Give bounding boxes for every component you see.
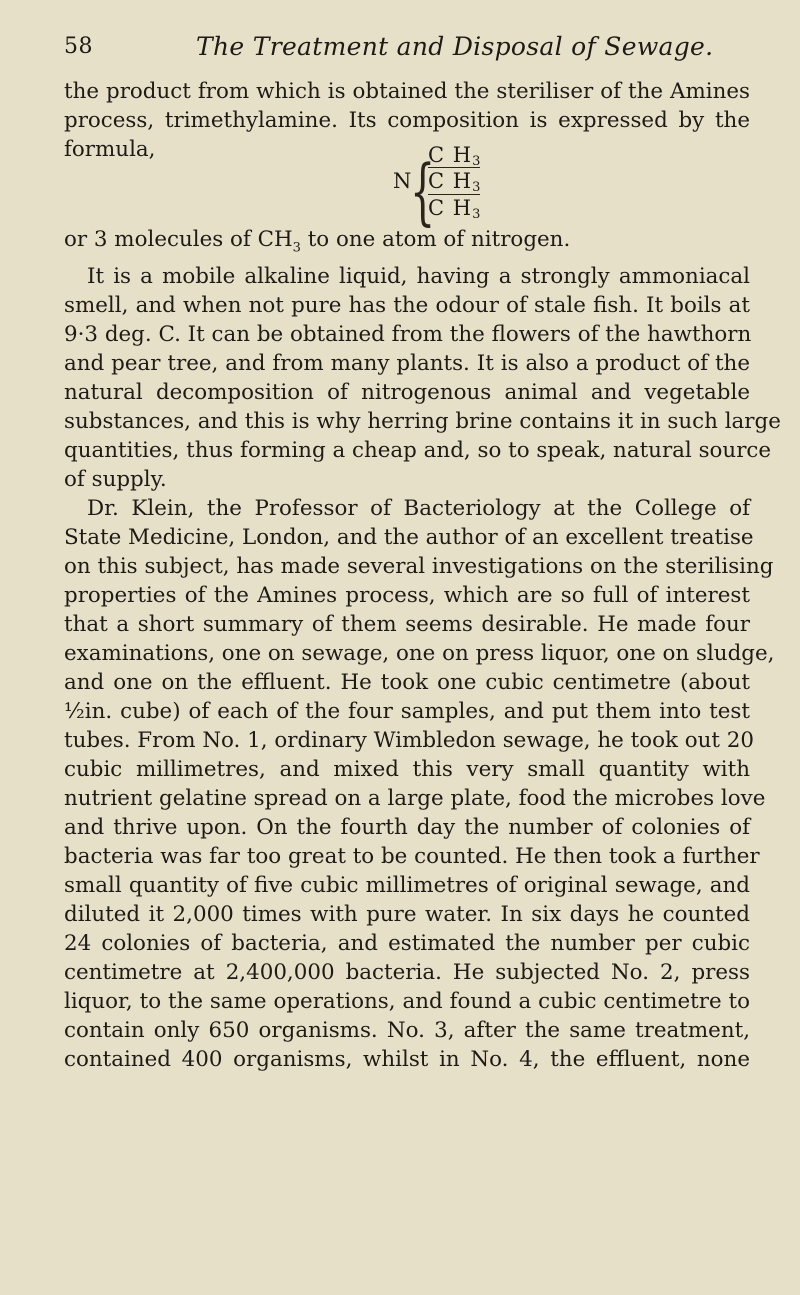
chemical-formula	[64, 135, 750, 233]
formula-methyl-group: C $H_3$	[428, 196, 482, 222]
text-line: on this subject, has made several investigations on the sterilising	[64, 554, 774, 580]
text-line: and thrive upon. On the fourth day the number of colonies of	[64, 815, 750, 841]
text-line: properties of the Amines process, which are so full of interest	[64, 583, 750, 609]
page-number: 58	[64, 34, 93, 59]
text-line: process, trimethylamine. Its composition is expressed by the	[64, 108, 750, 133]
formula-nitrogen: N	[393, 169, 412, 193]
page-header	[64, 34, 754, 68]
text-line: centimetre at 2,400,000 bacteria. He subjected No. 2, press	[64, 960, 750, 986]
text-line: bacteria was far too great to be counted. He then took a further	[64, 844, 760, 870]
formula-methyl-group: C $H_3$	[428, 169, 482, 195]
running-title: The Treatment and Disposal of Sewage.	[196, 32, 714, 61]
formula-rule	[428, 194, 480, 195]
left-brace-icon: {	[410, 149, 436, 233]
text-line: nutrient gelatine spread on a large plate, food the microbes love	[64, 786, 766, 812]
text-line: small quantity of five cubic millimetres of original sewage, and	[64, 873, 750, 899]
text-line: contained 400 organisms, whilst in No. 4, the effluent, none	[64, 1047, 750, 1073]
text-line: Dr. Klein, the Professor of Bacteriology at the College of	[87, 496, 750, 522]
text-line: quantities, thus forming a cheap and, so to speak, natural source	[64, 438, 772, 464]
text-line: the product from which is obtained the steriliser of the Amines	[64, 79, 750, 104]
text-line: and pear tree, and from many plants. It is also a product of the	[64, 351, 750, 377]
text-line: or 3 molecules of $CH_3$ to one atom of nitrogen.	[64, 227, 571, 256]
text-line: that a short summary of them seems desirable. He made four	[64, 612, 750, 638]
text-line: tubes. From No. 1, ordinary Wimbledon sewage, he took out 20	[64, 728, 754, 754]
text-line: 24 colonies of bacteria, and estimated the number per cubic	[64, 931, 750, 957]
text-line: substances, and this is why herring brine contains it in such large	[64, 409, 781, 435]
text-line: natural decomposition of nitrogenous animal and vegetable	[64, 380, 750, 406]
text-line: smell, and when not pure has the odour of stale fish. It boils at	[64, 293, 750, 319]
text-line: State Medicine, London, and the author of an excellent treatise	[64, 525, 754, 551]
text-line: of supply.	[64, 467, 167, 493]
text-line: ½in. cube) of each of the four samples, and put them into test	[64, 699, 750, 725]
text-line: 9·3 deg. C. It can be obtained from the flowers of the hawthorn	[64, 322, 752, 348]
formula-label: formula,	[64, 137, 156, 162]
text-line: examinations, one on sewage, one on press liquor, one on sludge,	[64, 641, 775, 667]
body-text	[64, 77, 781, 1074]
text-line: It is a mobile alkaline liquid, having a strongly ammoniacal	[87, 264, 750, 290]
formula-methyl-group: C $H_3$	[428, 143, 482, 169]
formula-rule	[428, 167, 480, 168]
text-line: and one on the effluent. He took one cubic centimetre (about	[64, 670, 750, 696]
text-line: liquor, to the same operations, and found a cubic centimetre to	[64, 989, 750, 1015]
text-line: contain only 650 organisms. No. 3, after the same treatment,	[64, 1018, 750, 1044]
text-line: diluted it 2,000 times with pure water. In six days he counted	[64, 902, 750, 928]
text-line: cubic millimetres, and mixed this very small quantity with	[64, 757, 750, 783]
